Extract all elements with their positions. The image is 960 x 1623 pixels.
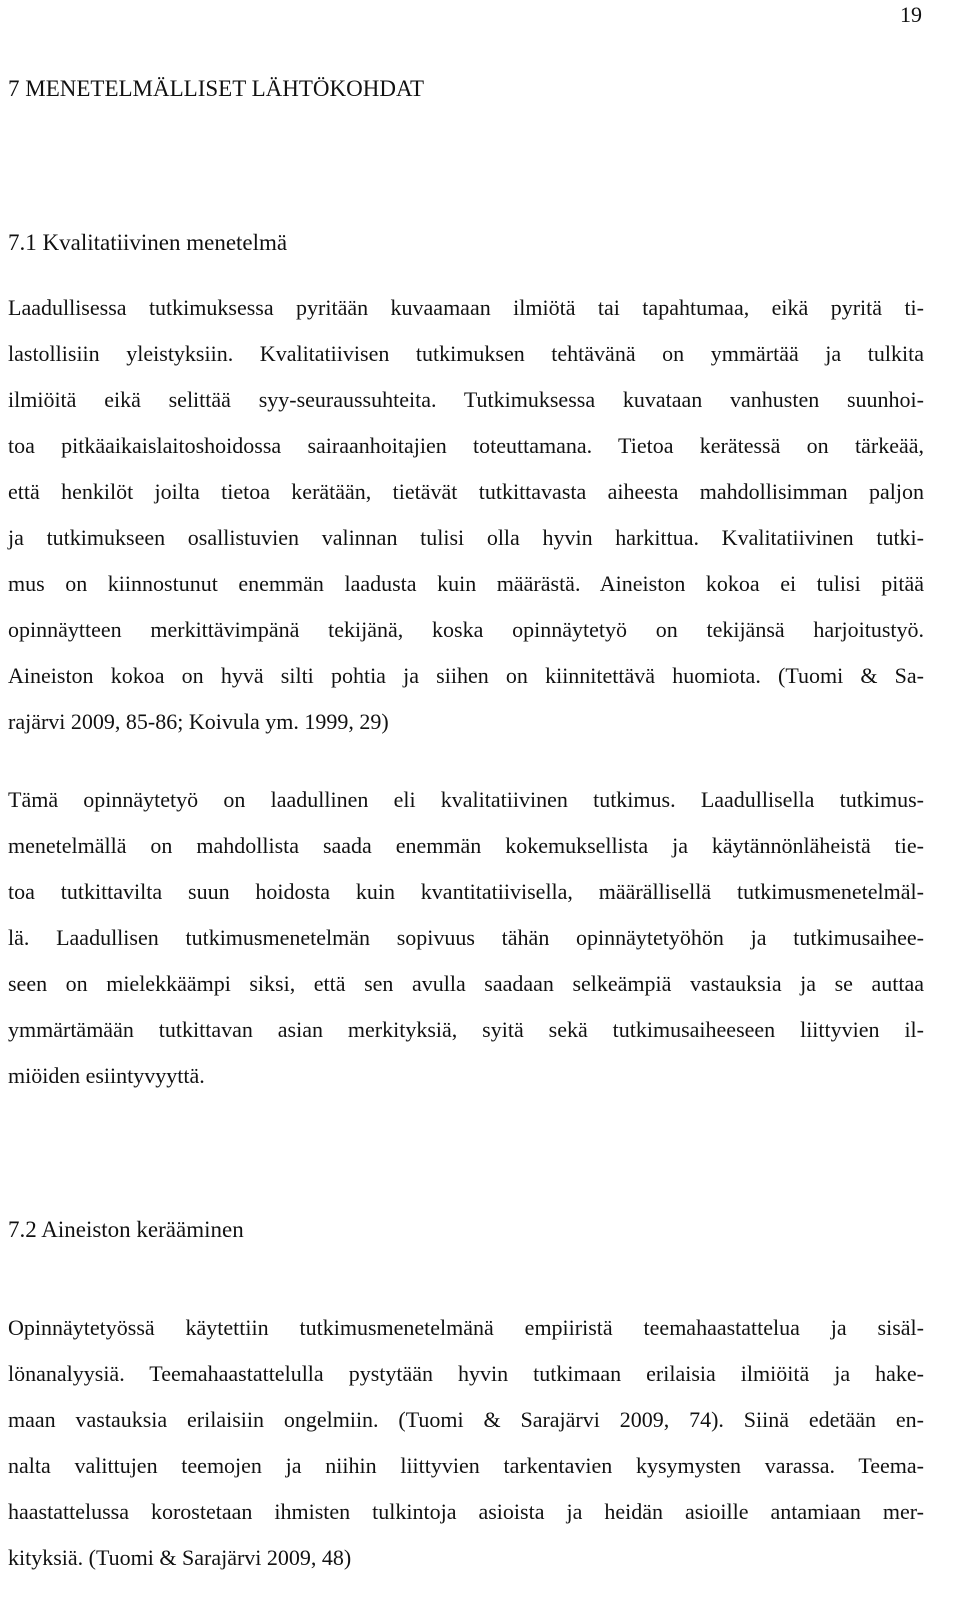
text-line: lastollisiin yleistyksiin. Kvalitatiivisen tutkimuksen tehtävänä on ymmärtää ja tulkita	[8, 341, 924, 366]
text-line: Aineiston kokoa on hyvä silti pohtia ja siihen on kiinnitettävä huomiota. (Tuomi & Sa-	[8, 663, 924, 688]
text-line: mus on kiinnostunut enemmän laadusta kuin määrästä. Aineiston kokoa ei tulisi pitää	[8, 571, 924, 596]
text-line: maan vastauksia erilaisiin ongelmiin. (Tuomi & Sarajärvi 2009, 74). Siinä edetään en-	[8, 1407, 924, 1432]
section-heading-aineiston-keraaminen: 7.2 Aineiston kerääminen	[8, 1217, 244, 1242]
text-line: miöiden esiintyvyyttä.	[8, 1063, 205, 1088]
paragraph-opinnaytetyo-laadullinen	[8, 777, 924, 1099]
text-line: rajärvi 2009, 85-86; Koivula ym. 1999, 29)	[8, 709, 389, 734]
paragraph-teemahaastattelu	[8, 1305, 924, 1581]
text-line: lä. Laadullisen tutkimusmenetelmän sopivuus tähän opinnäytetyöhön ja tutkimusaihee-	[8, 925, 924, 950]
text-line: nalta valittujen teemojen ja niihin liittyvien tarkentavien kysymysten varassa. Teema-	[8, 1453, 924, 1478]
paragraph-laadullinen-tutkimus	[8, 285, 924, 745]
text-line: lönanalyysiä. Teemahaastattelulla pystytään hyvin tutkimaan erilaisia ilmiöitä ja hake-	[8, 1361, 924, 1386]
text-line: kityksiä. (Tuomi & Sarajärvi 2009, 48)	[8, 1545, 352, 1570]
text-line: menetelmällä on mahdollista saada enemmän kokemuksellista ja käytännönläheistä tie-	[8, 833, 924, 858]
text-line: ymmärtämään tutkittavan asian merkityksiä, syitä sekä tutkimusaiheeseen liittyvien il-	[8, 1017, 924, 1042]
text-line: ilmiöitä eikä selittää syy-seuraussuhteita. Tutkimuksessa kuvataan vanhusten suunhoi-	[8, 387, 924, 412]
text-line: toa tutkittavilta suun hoidosta kuin kvantitatiivisella, määrällisellä tutkimusmenetelmäl-	[8, 879, 924, 904]
page-number: 19	[900, 2, 922, 27]
text-line: haastattelussa korostetaan ihmisten tulkintoja asioista ja heidän asioille antamiaan mer-	[8, 1499, 924, 1524]
text-line: että henkilöt joilta tietoa kerätään, tietävät tutkittavasta aiheesta mahdollisimman paljon	[8, 479, 924, 504]
text-line: ja tutkimukseen osallistuvien valinnan tulisi olla hyvin harkittua. Kvalitatiivinen tutki-	[8, 525, 924, 550]
chapter-heading: 7 MENETELMÄLLISET LÄHTÖKOHDAT	[8, 76, 425, 101]
text-line: Laadullisessa tutkimuksessa pyritään kuvaamaan ilmiötä tai tapahtumaa, eikä pyritä ti-	[8, 295, 924, 320]
text-line: Tämä opinnäytetyö on laadullinen eli kvalitatiivinen tutkimus. Laadullisella tutkimus-	[8, 787, 924, 812]
text-line: Opinnäytetyössä käytettiin tutkimusmenetelmänä empiiristä teemahaastattelua ja sisäl-	[8, 1315, 924, 1340]
text-line: opinnäytteen merkittävimpänä tekijänä, koska opinnäytetyö on tekijänsä harjoitustyö.	[8, 617, 924, 642]
text-line: seen on mielekkäämpi siksi, että sen avulla saadaan selkeämpiä vastauksia ja se auttaa	[8, 971, 924, 996]
text-line: toa pitkäaikaislaitoshoidossa sairaanhoitajien toteuttamana. Tietoa kerätessä on tärkeää,	[8, 433, 924, 458]
section-heading-kvalitatiivinen: 7.1 Kvalitatiivinen menetelmä	[8, 230, 288, 255]
